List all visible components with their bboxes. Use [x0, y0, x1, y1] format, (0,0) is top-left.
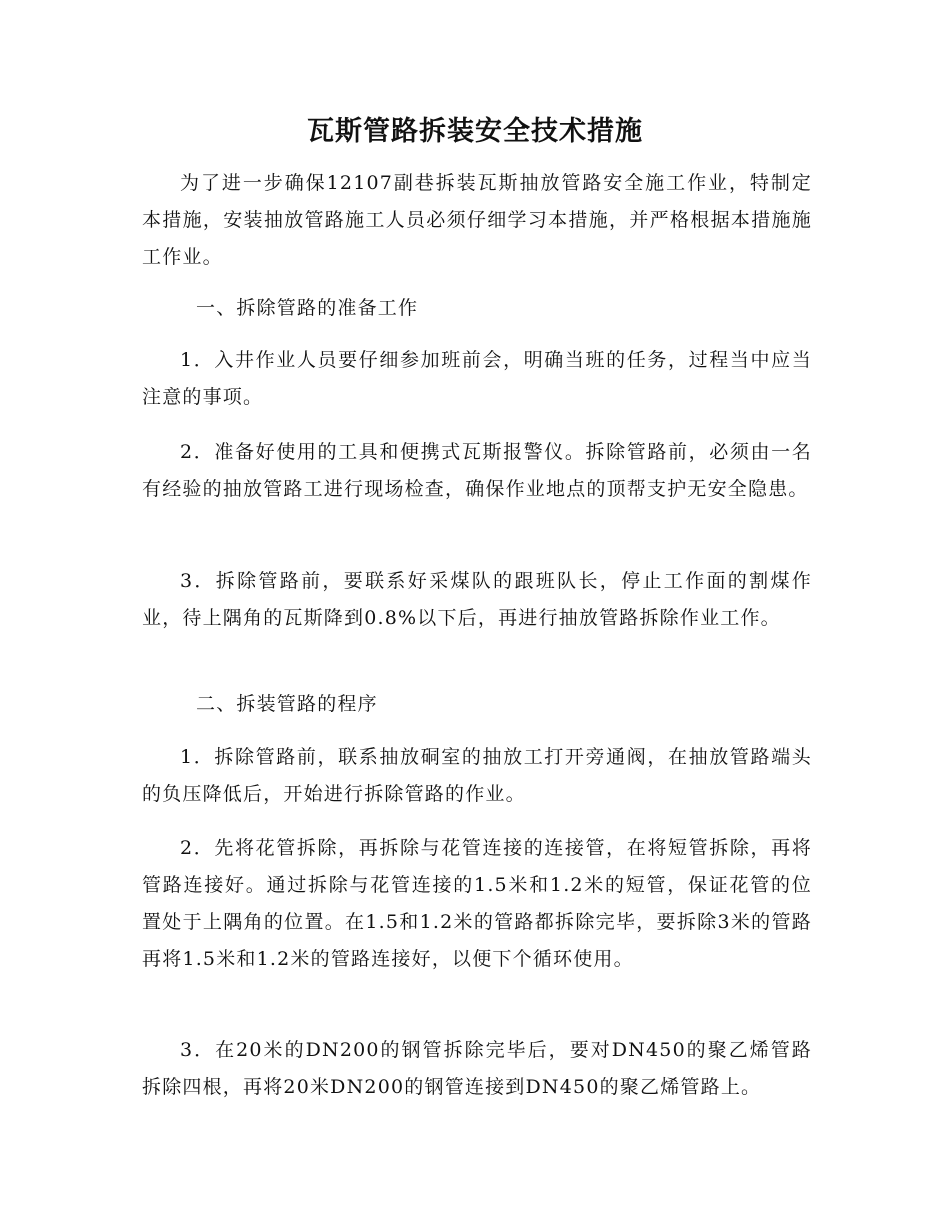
intro-paragraph: 为了进一步确保12107副巷拆装瓦斯抽放管路安全施工作业，特制定本措施，安装抽放管路施工人员必须仔细学习本措施，并严格根据本措施施工作业。	[142, 172, 812, 268]
section-1-item-2: 2．准备好使用的工具和便携式瓦斯报警仪。拆除管路前，必须由一名有经验的抽放管路工进行现场检查，确保作业地点的顶帮支护无安全隐患。	[142, 441, 812, 500]
section-1-heading: 一、拆除管路的准备工作	[196, 297, 419, 319]
section-2-item-2: 2．先将花管拆除，再拆除与花管连接的连接管，在将短管拆除，再将管路连接好。通过拆除与花管连接的1.5米和1.2米的短管，保证花管的位置处于上隅角的位置。在1.5和1.2米的管路都拆除完毕，要拆除3米的管路再将1.5米和1.2米的管路连接好，以便下个循环使用。	[142, 837, 812, 970]
section-2-heading: 二、拆装管路的程序	[196, 693, 378, 715]
section-1-item-3: 3．拆除管路前，要联系好采煤队的跟班队长，停止工作面的割煤作业，待上隅角的瓦斯降到0.8%以下后，再进行抽放管路拆除作业工作。	[142, 570, 812, 629]
section-1-item-1: 1．入井作业人员要仔细参加班前会，明确当班的任务，过程当中应当注意的事项。	[142, 349, 812, 408]
section-2-item-3: 3．在20米的DN200的钢管拆除完毕后，要对DN450的聚乙烯管路拆除四根，再将20米DN200的钢管连接到DN450的聚乙烯管路上。	[142, 1039, 812, 1098]
section-2-item-1: 1．拆除管路前，联系抽放硐室的抽放工打开旁通阀，在抽放管路端头的负压降低后，开始进行拆除管路的作业。	[142, 746, 812, 805]
document-title: 瓦斯管路拆装安全技术措施	[307, 116, 643, 147]
